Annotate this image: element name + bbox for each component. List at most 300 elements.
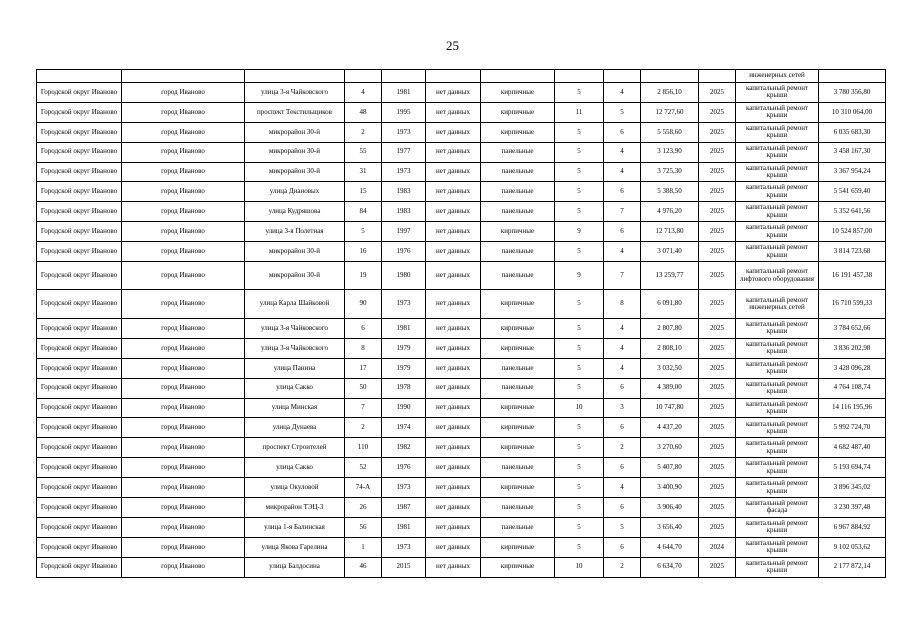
cell-area: 4 389,00 bbox=[641, 378, 699, 398]
cell-city: город Иваново bbox=[122, 438, 245, 458]
cell-wall: кирпичные bbox=[481, 338, 555, 358]
cell-wall: кирпичные bbox=[481, 418, 555, 438]
table-row bbox=[37, 378, 886, 398]
cell-status: нет данных bbox=[426, 378, 481, 398]
cell-plan-year: 2025 bbox=[699, 557, 736, 577]
cell-house: 50 bbox=[345, 378, 382, 398]
cell-plan-year: 2025 bbox=[699, 378, 736, 398]
cell-street: проспект Текстильщиков bbox=[245, 102, 345, 122]
cell-status: нет данных bbox=[426, 557, 481, 577]
cell-wall: кирпичные bbox=[481, 478, 555, 498]
cell-wall: панельные bbox=[481, 358, 555, 378]
cell-entrances: 4 bbox=[604, 162, 641, 182]
cell-city: город Иваново bbox=[122, 478, 245, 498]
cell-floors: 5 bbox=[555, 202, 604, 222]
housing-table bbox=[36, 69, 886, 578]
cell-plan-year: 2025 bbox=[699, 517, 736, 537]
table-row bbox=[37, 498, 886, 518]
cell-city: город Иваново bbox=[122, 262, 245, 290]
cell-cost: 14 116 195,96 bbox=[819, 398, 886, 418]
cell-house: 2 bbox=[345, 122, 382, 142]
cell-street: микрорайон 30-й bbox=[245, 262, 345, 290]
cell-entrances: 2 bbox=[604, 557, 641, 577]
cell-floors: 5 bbox=[555, 182, 604, 202]
cell-house: 74-А bbox=[345, 478, 382, 498]
cell-municipality: Городской округ Иваново bbox=[37, 458, 122, 478]
cell-street: проспект Строителей bbox=[245, 438, 345, 458]
cell-area: 10 747,80 bbox=[641, 398, 699, 418]
table-row bbox=[37, 478, 886, 498]
cell-cost: 6 967 884,92 bbox=[819, 517, 886, 537]
cell-municipality: Городской округ Иваново bbox=[37, 378, 122, 398]
cell-work: капитальный ремонт крыши bbox=[736, 202, 819, 222]
cell-municipality: Городской округ Иваново bbox=[37, 338, 122, 358]
table-row bbox=[37, 537, 886, 557]
cell-work: капитальный ремонт крыши bbox=[736, 358, 819, 378]
cell-cost: 5 541 659,40 bbox=[819, 182, 886, 202]
cell-street: улица 3-я Чайковского bbox=[245, 83, 345, 103]
cell-area: 2 807,80 bbox=[641, 319, 699, 339]
cell-cost: 3 814 723,68 bbox=[819, 242, 886, 262]
cell-cost: 4 764 108,74 bbox=[819, 378, 886, 398]
cell-work: капитальный ремонт крыши bbox=[736, 537, 819, 557]
cell-plan-year: 2025 bbox=[699, 142, 736, 162]
cell-city: город Иваново bbox=[122, 290, 245, 319]
cell-city: город Иваново bbox=[122, 83, 245, 103]
cell-house: 48 bbox=[345, 102, 382, 122]
cell-area: 3 123,90 bbox=[641, 142, 699, 162]
cell-plan-year: 2025 bbox=[699, 122, 736, 142]
cell-plan-year: 2025 bbox=[699, 438, 736, 458]
table-row bbox=[37, 122, 886, 142]
cell-city: город Иваново bbox=[122, 458, 245, 478]
cell-house: 2 bbox=[345, 418, 382, 438]
cell-wall: кирпичные bbox=[481, 557, 555, 577]
cell-city: город Иваново bbox=[122, 358, 245, 378]
cell-cost: 3 367 954,24 bbox=[819, 162, 886, 182]
cell-street: микрорайон 30-й bbox=[245, 242, 345, 262]
cell-status: нет данных bbox=[426, 102, 481, 122]
cell-house: 84 bbox=[345, 202, 382, 222]
cell-house: 26 bbox=[345, 498, 382, 518]
cell-work: капитальный ремонт крыши bbox=[736, 102, 819, 122]
cell-year: 1973 bbox=[382, 290, 426, 319]
cell-floors: 9 bbox=[555, 262, 604, 290]
cell-cost: 3 428 096,28 bbox=[819, 358, 886, 378]
cell-municipality: Городской округ Иваново bbox=[37, 478, 122, 498]
cell-cost: 3 230 397,48 bbox=[819, 498, 886, 518]
cell-cost: 4 682 487,40 bbox=[819, 438, 886, 458]
cell-wall: панельные bbox=[481, 378, 555, 398]
cell-house: 4 bbox=[345, 83, 382, 103]
cell-street: улица Диановых bbox=[245, 182, 345, 202]
cell-entrances: 6 bbox=[604, 378, 641, 398]
cell-house: 7 bbox=[345, 398, 382, 418]
cell-work: капитальный ремонт крыши bbox=[736, 378, 819, 398]
cell-year: 1979 bbox=[382, 358, 426, 378]
cell-street: улица Минская bbox=[245, 398, 345, 418]
cell-floors: 9 bbox=[555, 222, 604, 242]
cell-municipality: Городской округ Иваново bbox=[37, 122, 122, 142]
cell-area: 3 400,90 bbox=[641, 478, 699, 498]
cell-city: город Иваново bbox=[122, 142, 245, 162]
cell-entrances: 4 bbox=[604, 142, 641, 162]
cell-municipality: Городской округ Иваново bbox=[37, 537, 122, 557]
cell-wall: кирпичные bbox=[481, 222, 555, 242]
cell-year: 1973 bbox=[382, 478, 426, 498]
cell-municipality: Городской округ Иваново bbox=[37, 517, 122, 537]
cell-year: 1981 bbox=[382, 83, 426, 103]
cell-house: 19 bbox=[345, 262, 382, 290]
table-header-row bbox=[37, 70, 886, 83]
cell-entrances: 6 bbox=[604, 537, 641, 557]
cell-entrances: 4 bbox=[604, 242, 641, 262]
cell-plan-year: 2025 bbox=[699, 262, 736, 290]
cell-cost: 3 784 652,66 bbox=[819, 319, 886, 339]
cell-status: нет данных bbox=[426, 83, 481, 103]
cell-year: 1973 bbox=[382, 122, 426, 142]
cell-year: 1976 bbox=[382, 242, 426, 262]
cell-status: нет данных bbox=[426, 418, 481, 438]
cell-floors: 5 bbox=[555, 122, 604, 142]
cell-year: 1981 bbox=[382, 517, 426, 537]
cell-area: 3 725,30 bbox=[641, 162, 699, 182]
cell-plan-year: 2025 bbox=[699, 418, 736, 438]
cell-status: нет данных bbox=[426, 478, 481, 498]
table-row bbox=[37, 242, 886, 262]
table-row bbox=[37, 222, 886, 242]
cell-street: улица Якова Гарелина bbox=[245, 537, 345, 557]
cell-year: 1977 bbox=[382, 142, 426, 162]
cell-area: 3 071,40 bbox=[641, 242, 699, 262]
cell-house: 6 bbox=[345, 319, 382, 339]
cell-floors: 5 bbox=[555, 242, 604, 262]
table-row bbox=[37, 458, 886, 478]
cell-area: 3 656,40 bbox=[641, 517, 699, 537]
cell-year: 1990 bbox=[382, 398, 426, 418]
cell-house: 56 bbox=[345, 517, 382, 537]
cell-plan-year: 2025 bbox=[699, 242, 736, 262]
cell-entrances: 2 bbox=[604, 438, 641, 458]
cell-work: капитальный ремонт фасада bbox=[736, 498, 819, 518]
cell-work: капитальный ремонт крыши bbox=[736, 222, 819, 242]
cell-status: нет данных bbox=[426, 517, 481, 537]
cell-area: 3 906,40 bbox=[641, 498, 699, 518]
cell-floors: 5 bbox=[555, 537, 604, 557]
cell-entrances: 4 bbox=[604, 319, 641, 339]
cell-municipality: Городской округ Иваново bbox=[37, 557, 122, 577]
cell-cost: 2 177 872,14 bbox=[819, 557, 886, 577]
cell-wall: кирпичные bbox=[481, 398, 555, 418]
cell-floors: 5 bbox=[555, 458, 604, 478]
cell-work: капитальный ремонт крыши bbox=[736, 83, 819, 103]
cell-work: капитальный ремонт крыши bbox=[736, 162, 819, 182]
cell-work: капитальный ремонт крыши bbox=[736, 398, 819, 418]
cell-floors: 5 bbox=[555, 358, 604, 378]
cell-wall: панельные bbox=[481, 142, 555, 162]
table-row bbox=[37, 557, 886, 577]
cell-entrances: 6 bbox=[604, 498, 641, 518]
table-row bbox=[37, 338, 886, 358]
cell-city: город Иваново bbox=[122, 162, 245, 182]
cell-year: 1973 bbox=[382, 162, 426, 182]
cell-work: капитальный ремонт крыши bbox=[736, 122, 819, 142]
header-work-cell: инженерных сетей bbox=[736, 70, 819, 83]
cell-entrances: 4 bbox=[604, 358, 641, 378]
cell-house: 55 bbox=[345, 142, 382, 162]
cell-wall: панельные bbox=[481, 182, 555, 202]
cell-municipality: Городской округ Иваново bbox=[37, 242, 122, 262]
cell-area: 13 259,77 bbox=[641, 262, 699, 290]
cell-street: улица Балдосина bbox=[245, 557, 345, 577]
cell-area: 3 032,50 bbox=[641, 358, 699, 378]
cell-house: 90 bbox=[345, 290, 382, 319]
cell-house: 8 bbox=[345, 338, 382, 358]
cell-municipality: Городской округ Иваново bbox=[37, 290, 122, 319]
table-row bbox=[37, 102, 886, 122]
cell-wall: панельные bbox=[481, 162, 555, 182]
cell-house: 1 bbox=[345, 537, 382, 557]
cell-street: улица Сакко bbox=[245, 458, 345, 478]
cell-plan-year: 2025 bbox=[699, 102, 736, 122]
cell-city: город Иваново bbox=[122, 378, 245, 398]
cell-floors: 5 bbox=[555, 498, 604, 518]
table-row bbox=[37, 319, 886, 339]
cell-status: нет данных bbox=[426, 458, 481, 478]
cell-floors: 5 bbox=[555, 438, 604, 458]
cell-status: нет данных bbox=[426, 438, 481, 458]
cell-entrances: 6 bbox=[604, 418, 641, 438]
cell-wall: панельные bbox=[481, 498, 555, 518]
table-row bbox=[37, 262, 886, 290]
cell-plan-year: 2025 bbox=[699, 319, 736, 339]
cell-year: 1974 bbox=[382, 418, 426, 438]
cell-wall: кирпичные bbox=[481, 438, 555, 458]
cell-cost: 5 193 694,74 bbox=[819, 458, 886, 478]
cell-city: город Иваново bbox=[122, 102, 245, 122]
cell-floors: 11 bbox=[555, 102, 604, 122]
cell-status: нет данных bbox=[426, 182, 481, 202]
cell-floors: 10 bbox=[555, 557, 604, 577]
cell-plan-year: 2025 bbox=[699, 83, 736, 103]
cell-work: капитальный ремонт крыши bbox=[736, 142, 819, 162]
cell-year: 1978 bbox=[382, 378, 426, 398]
cell-area: 12 727,60 bbox=[641, 102, 699, 122]
cell-municipality: Городской округ Иваново bbox=[37, 418, 122, 438]
page-number: 25 bbox=[446, 38, 459, 53]
cell-plan-year: 2025 bbox=[699, 338, 736, 358]
cell-status: нет данных bbox=[426, 338, 481, 358]
cell-entrances: 7 bbox=[604, 202, 641, 222]
cell-year: 1982 bbox=[382, 438, 426, 458]
cell-plan-year: 2025 bbox=[699, 222, 736, 242]
cell-entrances: 3 bbox=[604, 398, 641, 418]
cell-year: 1995 bbox=[382, 102, 426, 122]
cell-floors: 5 bbox=[555, 517, 604, 537]
cell-entrances: 6 bbox=[604, 222, 641, 242]
cell-floors: 10 bbox=[555, 398, 604, 418]
cell-house: 110 bbox=[345, 438, 382, 458]
cell-year: 1980 bbox=[382, 262, 426, 290]
cell-street: улица Кудряшова bbox=[245, 202, 345, 222]
cell-area: 12 713,80 bbox=[641, 222, 699, 242]
cell-floors: 5 bbox=[555, 319, 604, 339]
cell-status: нет данных bbox=[426, 319, 481, 339]
cell-municipality: Городской округ Иваново bbox=[37, 202, 122, 222]
cell-area: 6 091,80 bbox=[641, 290, 699, 319]
table-row bbox=[37, 182, 886, 202]
cell-cost: 10 310 064,00 bbox=[819, 102, 886, 122]
cell-year: 1987 bbox=[382, 498, 426, 518]
cell-street: улица 1-я Балинская bbox=[245, 517, 345, 537]
cell-entrances: 5 bbox=[604, 102, 641, 122]
cell-cost: 5 992 724,70 bbox=[819, 418, 886, 438]
cell-street: улица Карла Шайковой bbox=[245, 290, 345, 319]
cell-street: улица Дунаева bbox=[245, 418, 345, 438]
cell-cost: 16 191 457,38 bbox=[819, 262, 886, 290]
cell-area: 4 437,20 bbox=[641, 418, 699, 438]
cell-plan-year: 2025 bbox=[699, 498, 736, 518]
cell-status: нет данных bbox=[426, 162, 481, 182]
cell-municipality: Городской округ Иваново bbox=[37, 319, 122, 339]
table-row bbox=[37, 142, 886, 162]
cell-area: 5 558,60 bbox=[641, 122, 699, 142]
cell-wall: панельные bbox=[481, 517, 555, 537]
cell-city: город Иваново bbox=[122, 242, 245, 262]
cell-area: 6 634,70 bbox=[641, 557, 699, 577]
cell-wall: панельные bbox=[481, 242, 555, 262]
cell-area: 5 388,50 bbox=[641, 182, 699, 202]
cell-street: улица Сакко bbox=[245, 378, 345, 398]
cell-year: 1983 bbox=[382, 202, 426, 222]
cell-city: город Иваново bbox=[122, 319, 245, 339]
cell-work: капитальный ремонт крыши bbox=[736, 557, 819, 577]
cell-street: микрорайон ТЭЦ-3 bbox=[245, 498, 345, 518]
cell-work: капитальный ремонт крыши bbox=[736, 338, 819, 358]
cell-status: нет данных bbox=[426, 202, 481, 222]
cell-wall: панельные bbox=[481, 262, 555, 290]
cell-entrances: 6 bbox=[604, 122, 641, 142]
cell-wall: кирпичные bbox=[481, 122, 555, 142]
cell-floors: 5 bbox=[555, 83, 604, 103]
cell-street: микрорайон 30-й bbox=[245, 162, 345, 182]
table-row bbox=[37, 517, 886, 537]
cell-city: город Иваново bbox=[122, 418, 245, 438]
cell-area: 4 976,20 bbox=[641, 202, 699, 222]
cell-area: 2 808,10 bbox=[641, 338, 699, 358]
cell-municipality: Городской округ Иваново bbox=[37, 142, 122, 162]
cell-city: город Иваново bbox=[122, 517, 245, 537]
cell-status: нет данных bbox=[426, 290, 481, 319]
cell-entrances: 8 bbox=[604, 290, 641, 319]
cell-city: город Иваново bbox=[122, 338, 245, 358]
cell-year: 1979 bbox=[382, 338, 426, 358]
cell-entrances: 5 bbox=[604, 517, 641, 537]
cell-plan-year: 2025 bbox=[699, 478, 736, 498]
cell-cost: 3 780 356,80 bbox=[819, 83, 886, 103]
cell-entrances: 4 bbox=[604, 83, 641, 103]
cell-plan-year: 2025 bbox=[699, 182, 736, 202]
cell-entrances: 6 bbox=[604, 458, 641, 478]
cell-house: 46 bbox=[345, 557, 382, 577]
cell-entrances: 6 bbox=[604, 182, 641, 202]
cell-house: 31 bbox=[345, 162, 382, 182]
cell-municipality: Городской округ Иваново bbox=[37, 262, 122, 290]
cell-floors: 5 bbox=[555, 290, 604, 319]
cell-cost: 5 352 641,56 bbox=[819, 202, 886, 222]
cell-cost: 9 102 053,62 bbox=[819, 537, 886, 557]
cell-entrances: 7 bbox=[604, 262, 641, 290]
table-row bbox=[37, 290, 886, 319]
cell-municipality: Городской округ Иваново bbox=[37, 102, 122, 122]
cell-status: нет данных bbox=[426, 537, 481, 557]
cell-house: 16 bbox=[345, 242, 382, 262]
table-row bbox=[37, 83, 886, 103]
cell-city: город Иваново bbox=[122, 498, 245, 518]
cell-municipality: Городской округ Иваново bbox=[37, 398, 122, 418]
cell-year: 1981 bbox=[382, 319, 426, 339]
cell-wall: кирпичные bbox=[481, 537, 555, 557]
cell-area: 3 270,60 bbox=[641, 438, 699, 458]
table-row bbox=[37, 162, 886, 182]
cell-year: 2015 bbox=[382, 557, 426, 577]
cell-house: 15 bbox=[345, 182, 382, 202]
cell-status: нет данных bbox=[426, 358, 481, 378]
cell-wall: кирпичные bbox=[481, 319, 555, 339]
cell-floors: 5 bbox=[555, 478, 604, 498]
cell-floors: 5 bbox=[555, 142, 604, 162]
cell-work: капитальный ремонт крыши bbox=[736, 458, 819, 478]
table-row bbox=[37, 358, 886, 378]
cell-street: микрорайон 30-й bbox=[245, 122, 345, 142]
cell-plan-year: 2024 bbox=[699, 537, 736, 557]
cell-floors: 5 bbox=[555, 162, 604, 182]
cell-work: капитальный ремонт инженерных сетей bbox=[736, 290, 819, 319]
cell-wall: кирпичные bbox=[481, 102, 555, 122]
cell-house: 17 bbox=[345, 358, 382, 378]
cell-area: 5 407,80 bbox=[641, 458, 699, 478]
cell-plan-year: 2025 bbox=[699, 290, 736, 319]
cell-cost: 3 896 345,02 bbox=[819, 478, 886, 498]
table-row bbox=[37, 418, 886, 438]
cell-city: город Иваново bbox=[122, 222, 245, 242]
cell-wall: панельные bbox=[481, 458, 555, 478]
cell-status: нет данных bbox=[426, 222, 481, 242]
cell-wall: кирпичные bbox=[481, 290, 555, 319]
cell-status: нет данных bbox=[426, 262, 481, 290]
cell-plan-year: 2025 bbox=[699, 398, 736, 418]
cell-street: улица Панина bbox=[245, 358, 345, 378]
cell-municipality: Городской округ Иваново bbox=[37, 438, 122, 458]
cell-floors: 5 bbox=[555, 338, 604, 358]
cell-status: нет данных bbox=[426, 122, 481, 142]
cell-work: капитальный ремонт крыши bbox=[736, 242, 819, 262]
cell-city: город Иваново bbox=[122, 182, 245, 202]
cell-area: 2 856,10 bbox=[641, 83, 699, 103]
cell-city: город Иваново bbox=[122, 557, 245, 577]
cell-house: 5 bbox=[345, 222, 382, 242]
cell-year: 1983 bbox=[382, 182, 426, 202]
cell-municipality: Городской округ Иваново bbox=[37, 358, 122, 378]
cell-plan-year: 2025 bbox=[699, 162, 736, 182]
cell-work: капитальный ремонт крыши bbox=[736, 182, 819, 202]
cell-work: капитальный ремонт лифтового оборудования bbox=[736, 262, 819, 290]
cell-work: капитальный ремонт крыши bbox=[736, 517, 819, 537]
cell-status: нет данных bbox=[426, 242, 481, 262]
cell-street: улица 3-я Полетная bbox=[245, 222, 345, 242]
cell-street: микрорайон 30-й bbox=[245, 142, 345, 162]
table-row bbox=[37, 438, 886, 458]
